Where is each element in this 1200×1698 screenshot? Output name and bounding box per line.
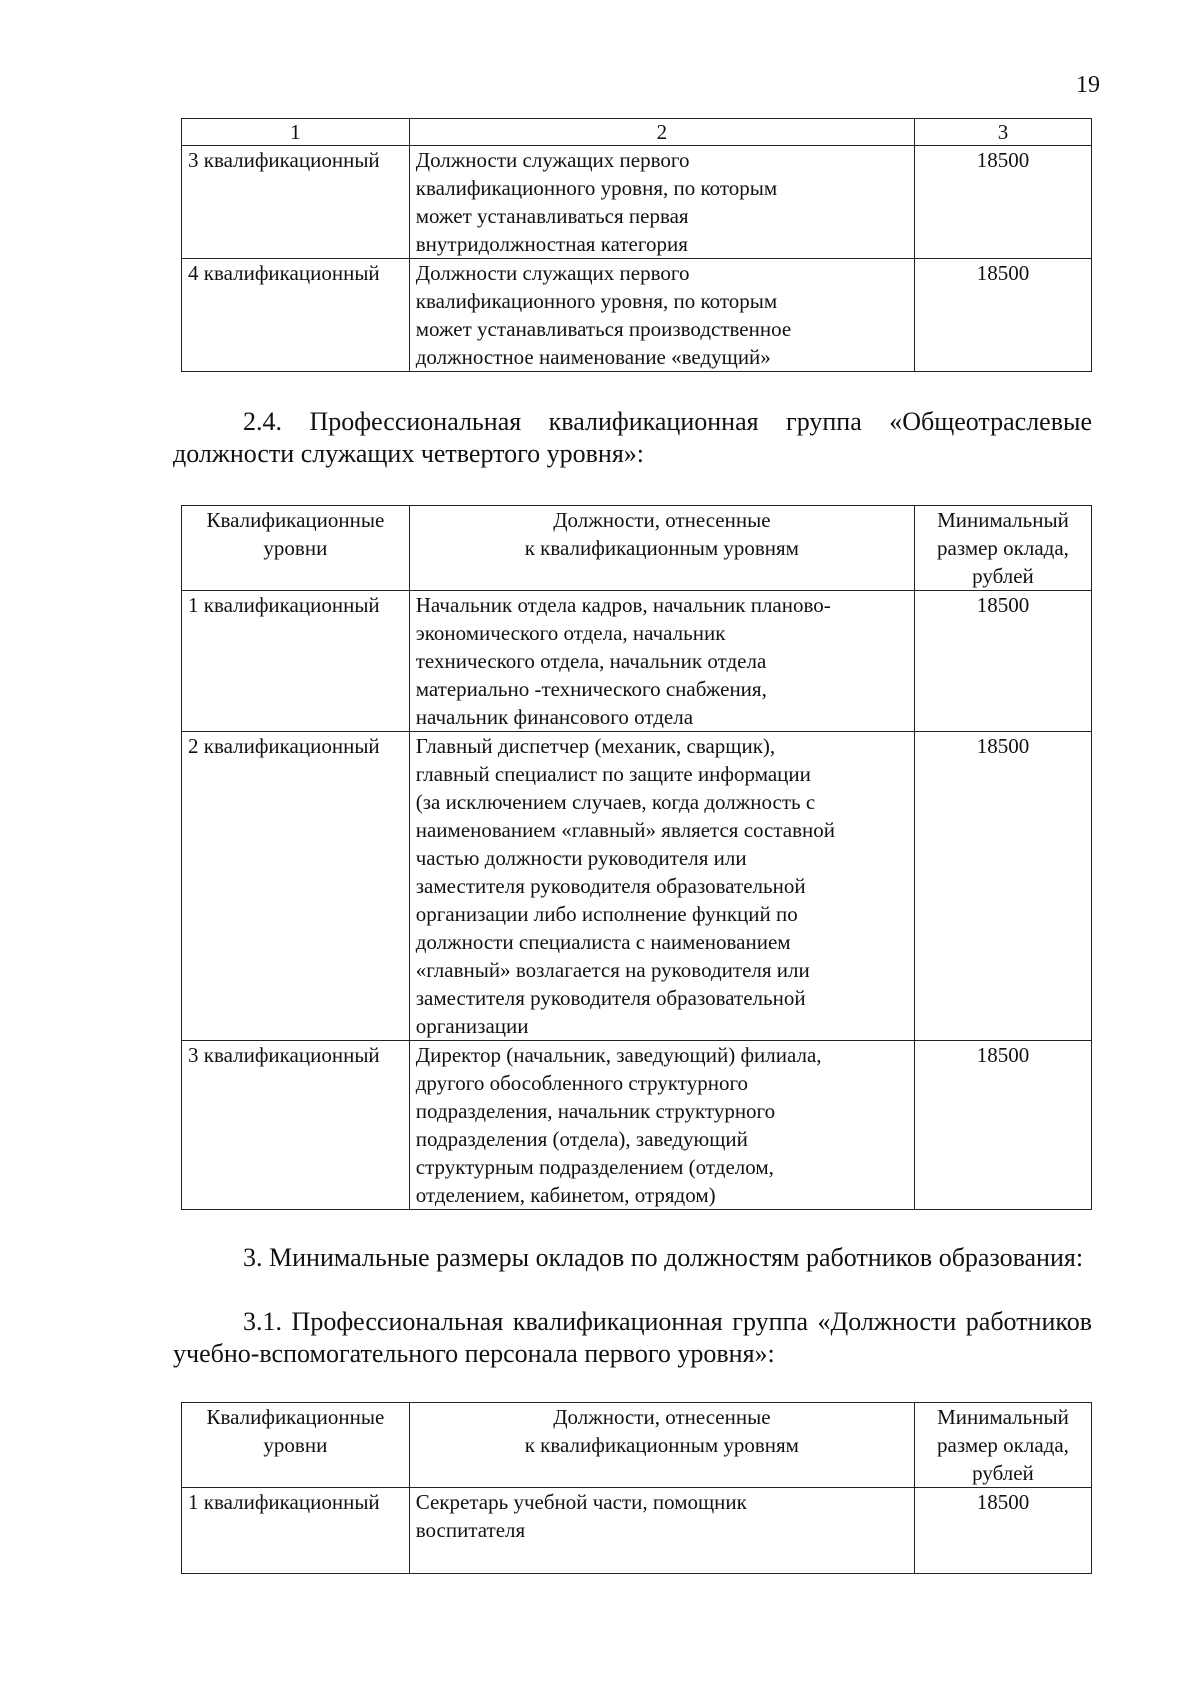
- header-line: Квалификационные: [206, 508, 385, 532]
- header-qualification-levels: [182, 1403, 410, 1488]
- positions-description: [409, 732, 914, 1041]
- header-line: Минимальный: [937, 508, 1069, 532]
- qualification-level: 3 квалификационный: [182, 1041, 410, 1210]
- description-line: Главный диспетчер (механик, сварщик),: [415, 734, 776, 758]
- description-line: может устанавливаться первая: [415, 204, 689, 228]
- header-line: к квалификационным уровням: [524, 536, 799, 560]
- description-line: организации либо исполнение функций по: [415, 902, 798, 926]
- table-row: [182, 1488, 1092, 1574]
- description-line: квалификационного уровня, по которым: [415, 176, 778, 200]
- description-line: Должности служащих первого: [415, 148, 690, 172]
- header-positions: [409, 506, 914, 591]
- description-line: квалификационного уровня, по которым: [415, 289, 778, 313]
- description-line: организации: [415, 1014, 529, 1038]
- header-line: размер оклада,: [937, 1433, 1069, 1457]
- description-line: отделением, кабинетом, отрядом): [415, 1183, 716, 1207]
- qualification-level: 4 квалификационный: [182, 259, 410, 372]
- description-line: «главный» возлагается на руководителя или: [415, 958, 810, 982]
- header-line: Должности, отнесенные: [553, 1405, 771, 1429]
- page-number: 19: [1076, 72, 1100, 98]
- header-line: рублей: [972, 564, 1034, 588]
- table-row: [182, 591, 1092, 732]
- column-number-1: 1: [182, 119, 410, 146]
- description-line: частью должности руководителя или: [415, 846, 747, 870]
- description-line: заместителя руководителя образовательной: [415, 874, 806, 898]
- table-row: [182, 259, 1092, 372]
- qualification-level: 1 квалификационный: [182, 591, 410, 732]
- column-number-3: 3: [914, 119, 1091, 146]
- positions-description: [409, 591, 914, 732]
- description-line: внутридолжностная категория: [415, 232, 688, 256]
- table-header-row: [182, 506, 1092, 591]
- description-line: Директор (начальник, заведующий) филиала,: [415, 1043, 822, 1067]
- description-line: (за исключением случаев, когда должность с: [415, 790, 816, 814]
- description-line: наименованием «главный» является составной: [415, 818, 836, 842]
- header-line: к квалификационным уровням: [524, 1433, 799, 1457]
- positions-table-education-support: [181, 1402, 1092, 1574]
- salary-value: 18500: [914, 1488, 1091, 1574]
- salary-value: 18500: [914, 732, 1091, 1041]
- description-line: может устанавливаться производственное: [415, 317, 792, 341]
- table-header-row: [182, 1403, 1092, 1488]
- header-positions: [409, 1403, 914, 1488]
- positions-table-level-4: [181, 505, 1092, 1210]
- header-qualification-levels: [182, 506, 410, 591]
- salary-value: 18500: [914, 146, 1091, 259]
- table-row: [182, 146, 1092, 259]
- positions-description: [409, 1488, 914, 1574]
- positions-table-continued: [181, 118, 1092, 372]
- description-line: экономического отдела, начальник: [415, 621, 726, 645]
- header-line: Должности, отнесенные: [553, 508, 771, 532]
- description-line: должности специалиста с наименованием: [415, 930, 791, 954]
- column-number-2: 2: [409, 119, 914, 146]
- description-line: Начальник отдела кадров, начальник планово-: [415, 593, 831, 617]
- description-line: Секретарь учебной части, помощник: [415, 1490, 747, 1514]
- header-line: уровни: [263, 536, 328, 560]
- description-line: материально -технического снабжения,: [415, 677, 767, 701]
- header-line: уровни: [263, 1433, 328, 1457]
- header-line: Квалификационные: [206, 1405, 385, 1429]
- section-heading-3: 3. Минимальные размеры окладов по должностям работников образования:: [243, 1243, 1084, 1272]
- description-line: подразделения, начальник структурного: [415, 1099, 776, 1123]
- description-line: главный специалист по защите информации: [415, 762, 811, 786]
- description-line: должностное наименование «ведущий»: [415, 345, 771, 369]
- header-line: размер оклада,: [937, 536, 1069, 560]
- header-line: Минимальный: [937, 1405, 1069, 1429]
- qualification-level: 1 квалификационный: [182, 1488, 410, 1574]
- salary-value: 18500: [914, 591, 1091, 732]
- positions-description: [409, 146, 914, 259]
- table-row: [182, 1041, 1092, 1210]
- description-line: технического отдела, начальник отдела: [415, 649, 767, 673]
- positions-description: [409, 1041, 914, 1210]
- header-line: рублей: [972, 1461, 1034, 1485]
- section-heading-2-4: 2.4. Профессиональная квалификационная группа «Общеотраслевые должности служащих четвертого уровня»:: [173, 407, 1092, 468]
- qualification-level: 3 квалификационный: [182, 146, 410, 259]
- table-row: [182, 732, 1092, 1041]
- description-line: Должности служащих первого: [415, 261, 690, 285]
- salary-value: 18500: [914, 259, 1091, 372]
- qualification-level: 2 квалификационный: [182, 732, 410, 1041]
- positions-description: [409, 259, 914, 372]
- description-line: заместителя руководителя образовательной: [415, 986, 806, 1010]
- description-line: подразделения (отдела), заведующий: [415, 1127, 748, 1151]
- header-min-salary: [914, 506, 1091, 591]
- section-heading-3-1: 3.1. Профессиональная квалификационная группа «Должности работников учебно-вспомогательного персонала первого уровня»:: [173, 1307, 1092, 1368]
- description-line: другого обособленного структурного: [415, 1071, 749, 1095]
- description-line: начальник финансового отдела: [415, 705, 694, 729]
- header-min-salary: [914, 1403, 1091, 1488]
- salary-value: 18500: [914, 1041, 1091, 1210]
- description-line: воспитателя: [415, 1518, 526, 1542]
- table-header-row: [182, 119, 1092, 146]
- description-line: структурным подразделением (отделом,: [415, 1155, 774, 1179]
